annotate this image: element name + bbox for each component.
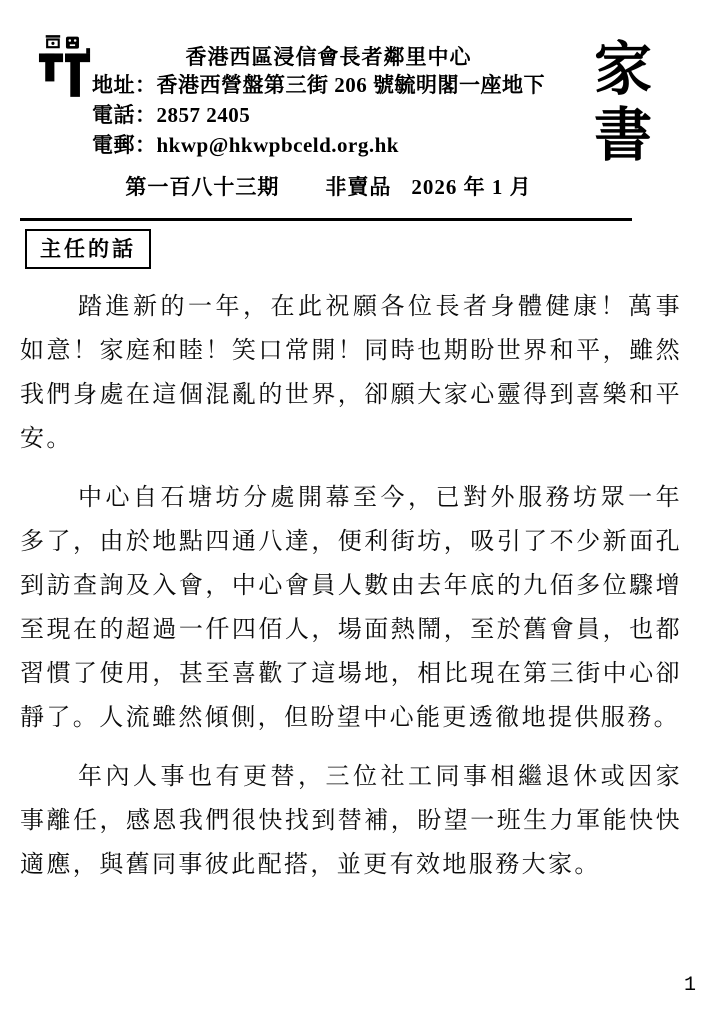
page-number: 1 bbox=[683, 974, 696, 997]
email-line: 電郵：hkwp@hkwpbceld.org.hk bbox=[92, 133, 399, 157]
issue-date: 2026 年 1 月 bbox=[411, 175, 532, 199]
article-body bbox=[20, 285, 682, 887]
masthead-title: 家書 bbox=[585, 38, 650, 170]
header-block bbox=[92, 44, 565, 160]
distribution-label: 非賣品 bbox=[325, 175, 392, 199]
issue-line bbox=[92, 171, 565, 201]
address-line: 地址：香港西營盤第三街 206 號毓明閣一座地下 bbox=[92, 73, 545, 97]
issue-number: 第一百八十三期 bbox=[125, 175, 280, 199]
org-name: 香港西區浸信會長者鄰里中心 bbox=[185, 45, 472, 69]
article-paragraph: 中心自石塘坊分處開幕至今，已對外服務坊眾一年多了，由於地點四通八達，便利街坊，吸引了不少新面孔到訪查詢及入會，中心會員人數由去年底的九佰多位驟增至現在的超過一仟四佰人，場面熱鬧，至於舊會員，也都習慣了使用，甚至喜歡了這場地，相比現在第三街中心卻靜了。人流雖然傾側，但盼望中心能更透徹地提供服務。 bbox=[20, 485, 682, 731]
phone-line: 電話：2857 2405 bbox=[92, 103, 251, 127]
header-divider bbox=[20, 218, 632, 221]
church-logo-icon bbox=[38, 34, 92, 98]
article-paragraph: 踏進新的一年，在此祝願各位長者身體健康！萬事如意！家庭和睦！笑口常開！同時也期盼世界和平，雖然我們身處在這個混亂的世界，卻願大家心靈得到喜樂和平安。 bbox=[20, 294, 682, 452]
section-title-box bbox=[25, 229, 151, 269]
article-paragraph: 年內人事也有更替，三位社工同事相繼退休或因家事離任，感恩我們很快找到替補，盼望一班生力軍能快快適應，與舊同事彼此配搭，並更有效地服務大家。 bbox=[20, 764, 682, 878]
section-title: 主任的話 bbox=[40, 237, 136, 261]
